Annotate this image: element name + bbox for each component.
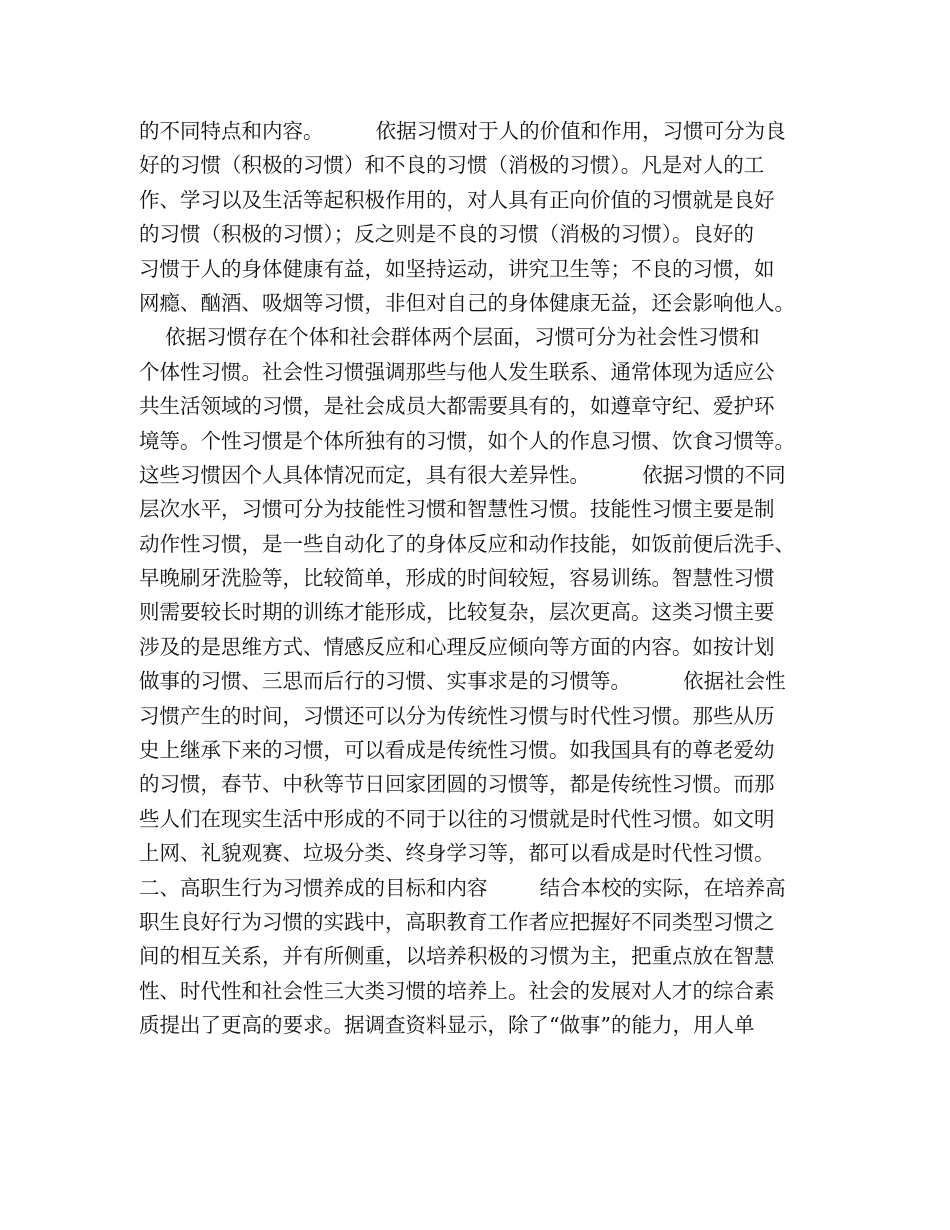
text-line: 的不同特点和内容。 依据习惯对于人的价值和作用，习惯可分为良 — [139, 119, 786, 143]
text-line: 共生活领域的习惯，是社会成员大都需要具有的，如遵章守纪、爱护环 — [139, 394, 775, 419]
text-line: 层次水平，习惯可分为技能性习惯和智慧性习惯。技能性习惯主要是制 — [139, 497, 775, 522]
text-line: 间的相互关系，并有所侧重，以培养积极的习惯为主，把重点放在智慧 — [139, 944, 775, 969]
text-line: 上网、礼貌观赛、垃圾分类、终身学习等，都可以看成是时代性习惯。 — [139, 841, 775, 866]
text-line: 的习惯（积极的习惯）；反之则是不良的习惯（消极的习惯）。良好的 — [139, 222, 754, 247]
body-text — [139, 114, 819, 1043]
text-line: 个体性习惯。社会性习惯强调那些与他人发生联系、通常体现为适应公 — [139, 359, 775, 384]
text-line: 质提出了更高的要求。据调查资料显示，除了“做事”的能力，用人单 — [139, 1013, 755, 1038]
text-line: 则需要较长时期的训练才能形成，比较复杂，层次更高。这类习惯主要 — [139, 600, 775, 625]
text-line: 网瘾、酗酒、吸烟等习惯，非但对自己的身体健康无益，还会影响他人。 — [139, 290, 795, 315]
text-line: 的习惯，春节、中秋等节日回家团圆的习惯等，都是传统性习惯。而那 — [139, 772, 775, 797]
text-line: 好的习惯（积极的习惯）和不良的习惯（消极的习惯）。凡是对人的工 — [139, 153, 765, 178]
text-line: 作、学习以及生活等起积极作用的，对人具有正向价值的习惯就是良好 — [139, 187, 775, 212]
text-line: 境等。个性习惯是个体所独有的习惯，如个人的作息习惯、饮食习惯等。 — [139, 428, 795, 453]
text-line: 做事的习惯、三思而后行的习惯、实事求是的习惯等。 依据社会性 — [139, 669, 786, 694]
text-line: 依据习惯存在个体和社会群体两个层面，习惯可分为社会性习惯和 — [139, 325, 760, 350]
section-heading-line: 二、高职生行为习惯养成的目标和内容 结合本校的实际，在培养高 — [139, 875, 786, 900]
text-line: 习惯于人的身体健康有益，如坚持运动，讲究卫生等；不良的习惯，如 — [139, 256, 775, 281]
text-line: 性、时代性和社会性三大类习惯的培养上。社会的发展对人才的综合素 — [139, 978, 775, 1003]
text-line: 涉及的是思维方式、情感反应和心理反应倾向等方面的内容。如按计划 — [139, 634, 775, 659]
text-line: 史上继承下来的习惯，可以看成是传统性习惯。如我国具有的尊老爱幼 — [139, 738, 775, 763]
text-line: 早晚刷牙洗脸等，比较简单，形成的时间较短，容易训练。智慧性习惯 — [139, 566, 775, 591]
text-line: 习惯产生的时间，习惯还可以分为传统性习惯与时代性习惯。那些从历 — [139, 703, 775, 728]
text-line: 动作性习惯，是一些自动化了的身体反应和动作技能，如饭前便后洗手、 — [139, 531, 795, 556]
text-line: 些人们在现实生活中形成的不同于以往的习惯就是时代性习惯。如文明 — [139, 806, 775, 831]
text-line: 职生良好行为习惯的实践中，高职教育工作者应把握好不同类型习惯之 — [139, 909, 775, 934]
text-line: 这些习惯因个人具体情况而定，具有很大差异性。 依据习惯的不同 — [139, 462, 786, 487]
